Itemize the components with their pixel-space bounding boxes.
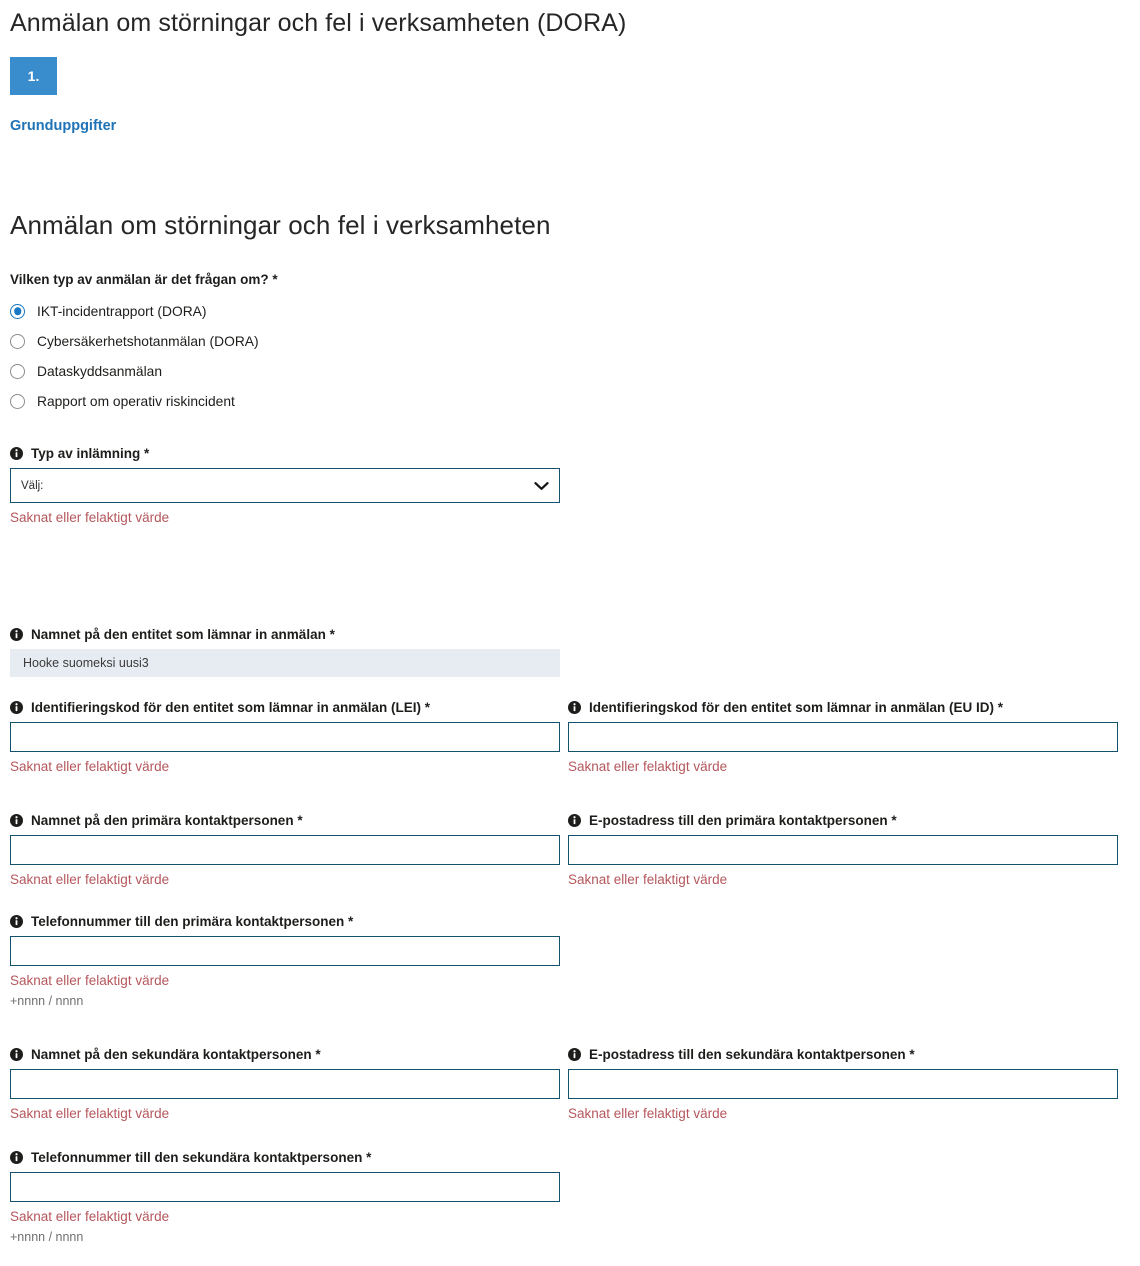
submission-type-error: Saknat eller felaktigt värde [10, 510, 170, 525]
primary-contact-email-error: Saknat eller felaktigt värde [568, 872, 728, 887]
entity-lei-label-row [10, 700, 560, 715]
primary-contact-name-label: Namnet på den primära kontaktpersonen * [31, 813, 303, 828]
primary-contact-phone-input[interactable] [10, 936, 560, 966]
secondary-contact-email-label-row [568, 1047, 1118, 1062]
secondary-contact-phone-label: Telefonnummer till den sekundära kontaktpersonen * [31, 1150, 372, 1165]
primary-contact-phone-hint: +nnnn / nnnn [10, 994, 84, 1008]
step-label-grunduppgifter[interactable]: Grunduppgifter [10, 118, 117, 134]
secondary-contact-phone-input[interactable] [10, 1172, 560, 1202]
entity-lei-input[interactable] [10, 722, 560, 752]
radio-unselected-icon [10, 334, 25, 349]
secondary-contact-name-label: Namnet på den sekundära kontaktpersonen * [31, 1047, 321, 1062]
secondary-contact-email-error: Saknat eller felaktigt värde [568, 1106, 728, 1121]
field-secondary-contact-name [10, 1047, 560, 1121]
primary-contact-email-label: E-postadress till den primära kontaktpersonen * [589, 813, 897, 828]
info-icon[interactable] [10, 1048, 23, 1061]
secondary-contact-name-label-row [10, 1047, 560, 1062]
entity-name-label-row [10, 627, 560, 642]
primary-contact-email-input[interactable] [568, 835, 1118, 865]
info-icon[interactable] [10, 628, 23, 641]
info-icon[interactable] [10, 701, 23, 714]
field-entity-euid [568, 700, 1118, 774]
report-type-legend: Vilken typ av anmälan är det frågan om? * [10, 272, 278, 287]
step-number: 1. [27, 68, 40, 84]
info-icon[interactable] [568, 1048, 581, 1061]
field-secondary-contact-phone [10, 1150, 560, 1244]
primary-contact-email-label-row [568, 813, 1118, 828]
info-icon[interactable] [568, 701, 581, 714]
field-entity-name [10, 627, 560, 677]
info-icon[interactable] [10, 447, 23, 460]
secondary-contact-phone-error: Saknat eller felaktigt värde [10, 1209, 170, 1224]
entity-lei-label: Identifieringskod för den entitet som lämnar in anmälan (LEI) * [31, 700, 431, 715]
radio-unselected-icon [10, 364, 25, 379]
radio-option-rapport-operativ-riskincident[interactable] [10, 386, 1140, 416]
info-icon[interactable] [10, 1151, 23, 1164]
field-submission-type [10, 446, 560, 525]
radio-option-ikt-incidentrapport[interactable] [10, 296, 1140, 326]
report-type-radio-group [10, 296, 1140, 416]
secondary-contact-name-input[interactable] [10, 1069, 560, 1099]
radio-selected-icon [10, 304, 25, 319]
secondary-contact-email-input[interactable] [568, 1069, 1118, 1099]
step-badge-1[interactable] [10, 57, 57, 95]
secondary-contact-phone-hint: +nnnn / nnnn [10, 1230, 84, 1244]
radio-option-dataskyddsanmalan[interactable] [10, 356, 1140, 386]
entity-euid-input[interactable] [568, 722, 1118, 752]
submission-type-label-row [10, 446, 560, 461]
entity-name-readonly-field [10, 649, 560, 677]
secondary-contact-email-label: E-postadress till den sekundära kontaktpersonen * [589, 1047, 915, 1062]
app-title: Anmälan om störningar och fel i verksamheten (DORA) [10, 9, 627, 37]
secondary-contact-name-error: Saknat eller felaktigt värde [10, 1106, 170, 1121]
radio-label: Dataskyddsanmälan [37, 363, 163, 379]
radio-label: Cybersäkerhetshotanmälan (DORA) [37, 333, 259, 349]
form-stepper [10, 57, 116, 134]
primary-contact-name-label-row [10, 813, 560, 828]
radio-option-cybersakerhetshotanmalan[interactable] [10, 326, 1140, 356]
form-body [0, 210, 1140, 1244]
secondary-contact-phone-label-row [10, 1150, 560, 1165]
submission-type-label: Typ av inlämning * [31, 446, 150, 461]
info-icon[interactable] [10, 915, 23, 928]
page-title: Anmälan om störningar och fel i verksamheten [10, 210, 551, 240]
field-primary-contact-email [568, 813, 1118, 887]
entity-euid-label: Identifieringskod för den entitet som lämnar in anmälan (EU ID) * [589, 700, 1004, 715]
primary-contact-phone-error: Saknat eller felaktigt värde [10, 973, 170, 988]
radio-unselected-icon [10, 394, 25, 409]
field-primary-contact-name [10, 813, 560, 887]
info-icon[interactable] [568, 814, 581, 827]
radio-label: IKT-incidentrapport (DORA) [37, 303, 207, 319]
primary-contact-phone-label: Telefonnummer till den primära kontaktpersonen * [31, 914, 354, 929]
primary-contact-phone-label-row [10, 914, 560, 929]
primary-contact-name-error: Saknat eller felaktigt värde [10, 872, 170, 887]
entity-euid-label-row [568, 700, 1118, 715]
submission-type-select[interactable] [10, 468, 560, 503]
submission-type-select-wrap [10, 468, 560, 503]
primary-contact-name-input[interactable] [10, 835, 560, 865]
radio-label: Rapport om operativ riskincident [37, 393, 235, 409]
info-icon[interactable] [10, 814, 23, 827]
entity-euid-error: Saknat eller felaktigt värde [568, 759, 728, 774]
field-entity-lei [10, 700, 560, 774]
entity-name-label: Namnet på den entitet som lämnar in anmälan * [31, 627, 335, 642]
entity-lei-error: Saknat eller felaktigt värde [10, 759, 170, 774]
field-secondary-contact-email [568, 1047, 1118, 1121]
field-primary-contact-phone [10, 914, 560, 1008]
